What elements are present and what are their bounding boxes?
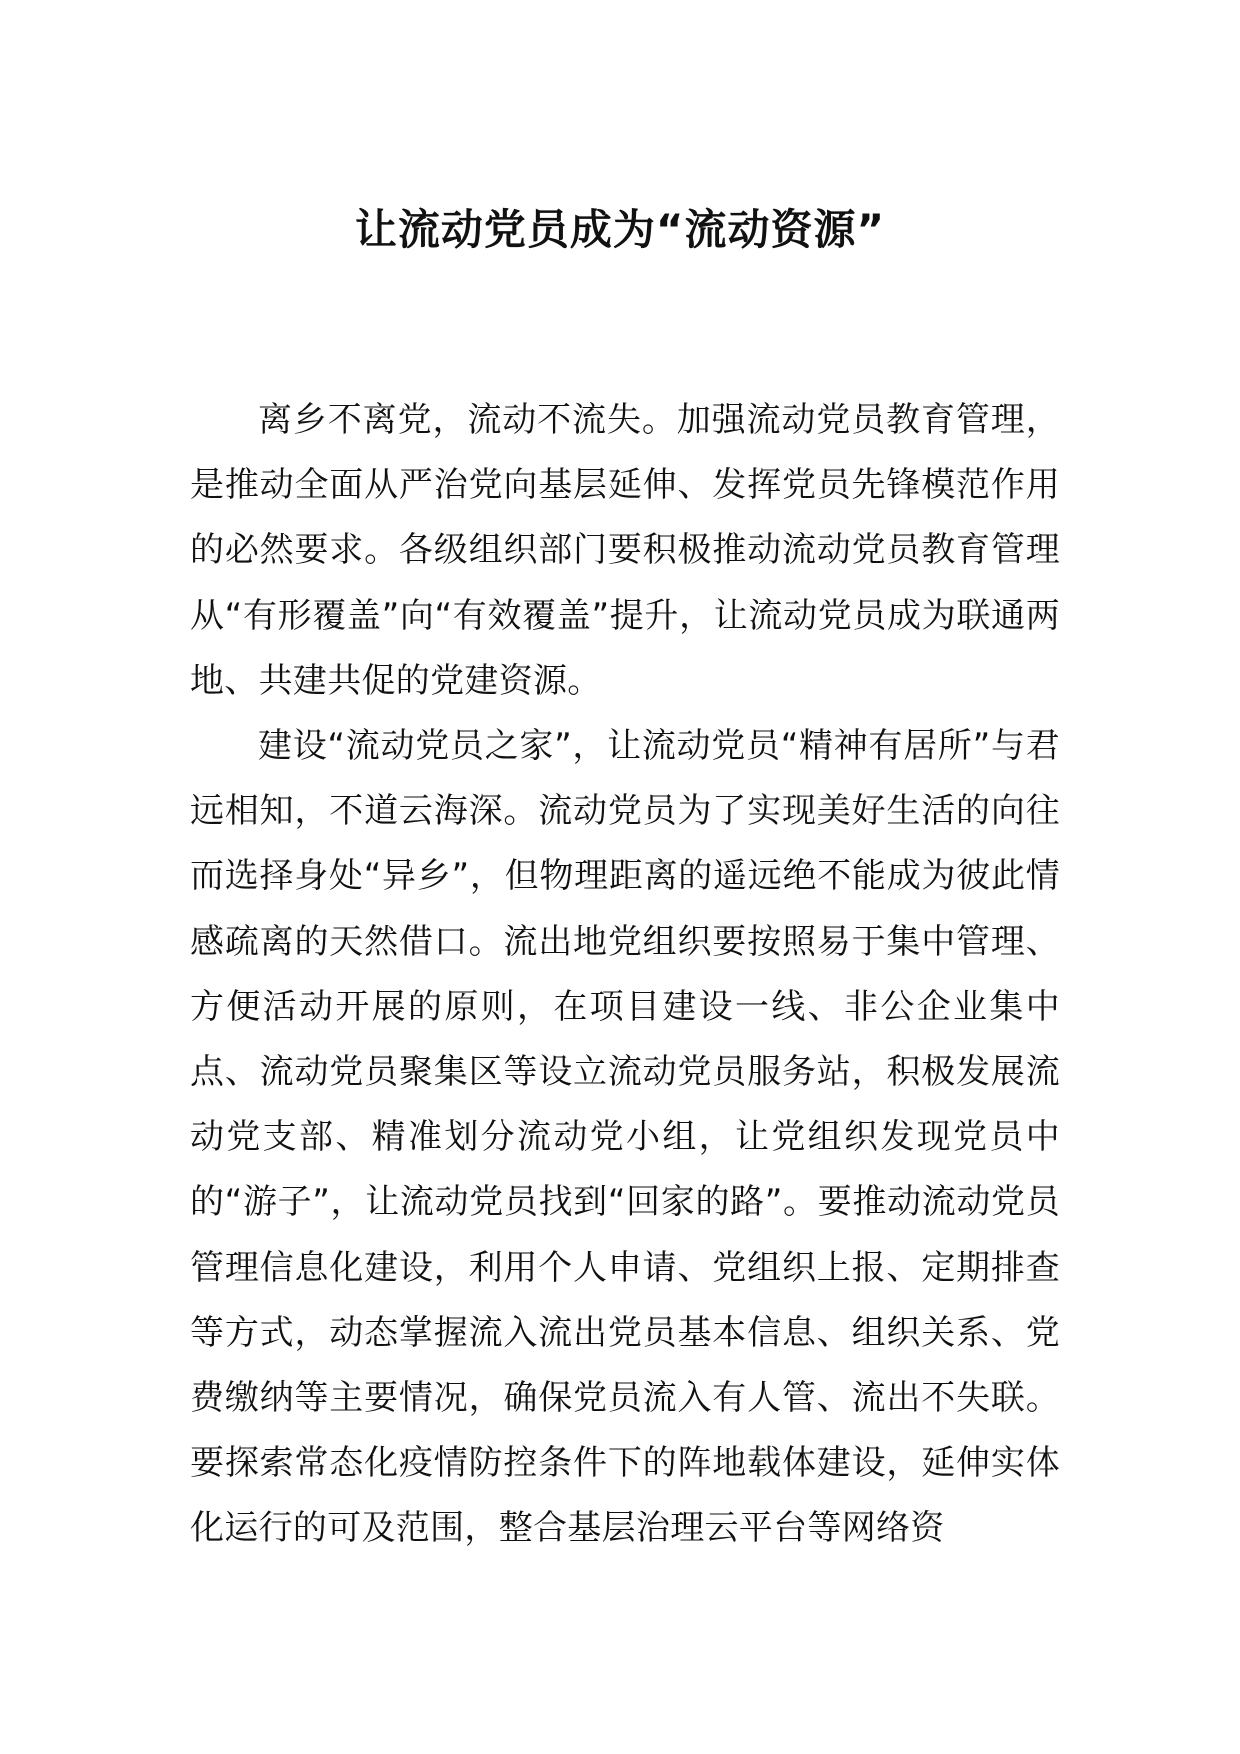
document-body (190, 388, 1060, 1562)
document-title: 让流动党员成为“流动资源” (354, 205, 886, 254)
paragraph-2: 建设“流动党员之家”，让流动党员“精神有居所”与君远相知，不道云海深。流动党员为了实现美好生活的向往而选择身处“异乡”，但物理距离的遥远绝不能成为彼此情感疏离的天然借口。流出地党组织要按照易于集中管理、方便活动开展的原则，在项目建设一线、非公企业集中点、流动党员聚集区等设立流动党员服务站，积极发展流动党支部、精准划分流动党小组，让党组织发现党员中的“游子”，让流动党员找到“回家的路”。要推动流动党员管理信息化建设，利用个人申请、党组织上报、定期排查等方式，动态掌握流入流出党员基本信息、组织关系、党费缴纳等主要情况，确保党员流入有人管、流出不失联。要探索常态化疫情防控条件下的阵地载体建设，延伸实体化运行的可及范围，整合基层治理云平台等网络资 (190, 726, 1060, 1549)
paragraph-1: 离乡不离党，流动不流失。加强流动党员教育管理，是推动全面从严治党向基层延伸、发挥党员先锋模范作用的必然要求。各级组织部门要积极推动流动党员教育管理从“有形覆盖”向“有效覆盖”提升，让流动党员成为联通两地、共建共促的党建资源。 (190, 400, 1060, 701)
